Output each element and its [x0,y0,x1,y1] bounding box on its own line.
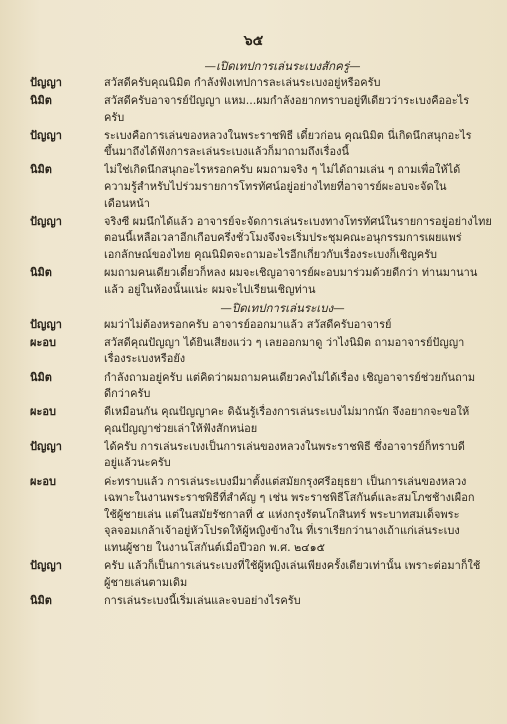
speaker-name: ผะอบ [30,335,56,349]
speech-text [104,317,485,334]
speech-line: เอกลักษณ์ของไทย คุณนิมิตจะถามอะไรอีกเกี่ยวกับเรื่องระเบงก็เชิญครับ [104,247,438,261]
page-number: ๖๕ [243,33,264,49]
dialogue-entry [30,214,492,264]
speech-line: ผู้ชายเล่นตามเดิม [104,575,188,589]
speaker-name: ปัญญา [30,214,62,228]
speech-line: ขึ้นมาถึงได้ฟังการละเล่นระเบงแล้วก็มาถามถึงเรื่องนี้ [104,145,350,159]
speech-text [104,265,485,298]
speech-text [104,128,485,161]
dialogue-entry [30,162,485,212]
dialogue-entry [30,335,485,368]
speech-line: ดีเหมือนกัน คุณปัญญาคะ ดิฉันรู้เรื่องการเล่นระเบงไม่มากนัก จึงอยากจะขอให้ [104,405,470,419]
speech-text [104,558,485,591]
speech-line: สวัสดีคุณปัญญา ได้ยินเสียงแว่ว ๆ เลยออกมาดู ว่าไงนิมิต ถามอาจารย์ปัญญา [104,335,465,349]
speech-line: ใช้ผู้ชายเล่น แต่ในสมัยรัชกาลที่ ๕ แห่งกรุงรัตนโกสินทร์ พระบาทสมเด็จพระ [104,507,460,521]
speech-line: ค่ะทราบแล้ว การเล่นระเบงมีมาตั้งแต่สมัยกรุงศรีอยุธยา เป็นการเล่นของหลวง [104,474,467,488]
speaker-name: ปัญญา [30,439,62,453]
dialogue-entry [30,75,485,92]
speech-line: ได้ครับ การเล่นระเบงเป็นการเล่นของหลวงในพระราชพิธี ซึ่งอาจารย์ก็ทราบดี [104,439,465,453]
dialogue-entry [30,128,485,161]
speech-line: ผมถามคนเดียวเดี๋ยวก็หลง ผมจะเชิญอาจารย์ผะอบมาร่วมด้วยดีกว่า ท่านมานาน [104,266,478,280]
speech-line: ระเบงคือการเล่นของหลวงในพระราชพิธี เดี๋ยวก่อน คุณนิมิต นี่เกิดนึกสนุกอะไร [104,128,472,142]
speech-text [104,75,485,92]
speaker-name: นิมิต [30,370,52,384]
speech-text [104,404,485,437]
speech-line: ดีกว่าครับ [104,387,151,401]
speech-line: คุณปัญญาช่วยเล่าให้ฟังสักหน่อย [104,421,258,435]
dialogue-entry [30,558,485,591]
dialogue-entry [30,404,485,437]
speaker-name: ปัญญา [30,76,62,89]
dialogue-entry [30,265,485,298]
speech-line: ผมว่าไม่ต้องหรอกครับ อาจารย์ออกมาแล้ว สวัสดีครับอาจารย์ [104,317,392,331]
speaker-name: ปัญญา [30,559,62,573]
speaker-name: ปัญญา [30,317,62,331]
speech-line: แทนผู้ชาย ในงานโสกันต์เมื่อปีวอก พ.ศ. ๒๔๑๕ [104,540,325,554]
speaker-name: ผะอบ [30,474,56,488]
speech-line: สวัสดีครับคุณนิมิต กำลังฟังเทปการละเล่นระเบงอยู่หรือครับ [104,76,381,89]
speech-text [104,439,485,472]
speech-text [104,335,485,368]
speaker-name: ปัญญา [30,128,62,142]
speech-text [104,593,485,610]
dialogue-entry [30,474,485,557]
speech-line: ไม่ใช่เกิดนึกสนุกอะไรหรอกครับ ผมถามจริง ๆ ไม่ได้ถามเล่น ๆ ถามเพื่อให้ได้ [104,163,461,177]
speech-line: กำลังถามอยู่ครับ แต่คิดว่าผมถามคนเดียวคงไม่ได้เรื่อง เชิญอาจารย์ช่วยกันถาม [104,370,476,384]
speech-text [104,93,485,126]
speech-line: การเล่นระเบงนี้เริ่มเล่นและจบอย่างไรครับ [104,593,301,607]
speech-line: แล้ว อยู่ในห้องนั้นแน่ะ ผมจะไปเรียนเชิญท่าน [104,282,316,296]
speech-line: จริงซี ผมนึกได้แล้ว อาจารย์จะจัดการเล่นระเบงทางโทรทัศน์ในรายการอยู่อย่างไทย [104,214,492,228]
speech-text [104,162,485,212]
speaker-name: นิมิต [30,593,52,607]
speech-line: เดือนหน้า [104,196,150,210]
speech-line: ครับ แล้วก็เป็นการเล่นระเบงที่ใช้ผู้หญิงเล่นเพียงครั้งเดียวเท่านั้น เพราะต่อมาก็ใช้ [104,559,481,573]
speaker-name: ผะอบ [30,405,56,419]
section-heading: —เปิดเทปการเล่นระเบงสักครู่— [204,59,361,73]
dialogue-entry [30,93,485,126]
speech-line: จุลจอมเกล้าเจ้าอยู่หัวโปรดให้ผู้หญิงข้างใน ที่เราเรียกว่านางเถ้าแก่เล่นระเบง [104,524,460,538]
speech-line: ความรู้สำหรับไปร่วมรายการโทรทัศน์อยู่อย่างไทยที่อาจารย์ผะอบจะจัดใน [104,180,447,194]
section-heading: —ปิดเทปการเล่นระเบง— [220,300,345,315]
dialogue-entry [30,370,485,403]
speech-line: ครับ [104,110,125,124]
speech-line: อยู่แล้วนะครับ [104,456,171,470]
dialogue-entry [30,317,485,334]
speaker-name: นิมิต [30,94,52,108]
speaker-name: นิมิต [30,163,52,177]
speech-text [104,370,485,403]
speech-text [104,474,485,557]
speech-text [104,214,492,264]
dialogue-entry [30,593,485,610]
speaker-name: นิมิต [30,266,52,280]
speech-line: เรื่องระเบงหรือยัง [104,352,186,366]
dialogue-entry [30,439,485,472]
dialogue-body [30,58,492,611]
speech-line: ตอนนี้เหลือเวลาอีกเกือบครึ่งชั่วโมงจึงจะเริ่มประชุมคณะอนุกรรมการเผยแพร่ [104,231,462,245]
speech-line: สวัสดีครับอาจารย์ปัญญา แหม...ผมกำลังอยากทราบอยู่ทีเดียวว่าระเบงคืออะไร [104,94,470,108]
speech-line: เฉพาะในงานพระราชพิธีที่สำคัญ ๆ เช่น พระราชพิธีโสกันต์และสมโภชช้างเผือก [104,491,475,505]
